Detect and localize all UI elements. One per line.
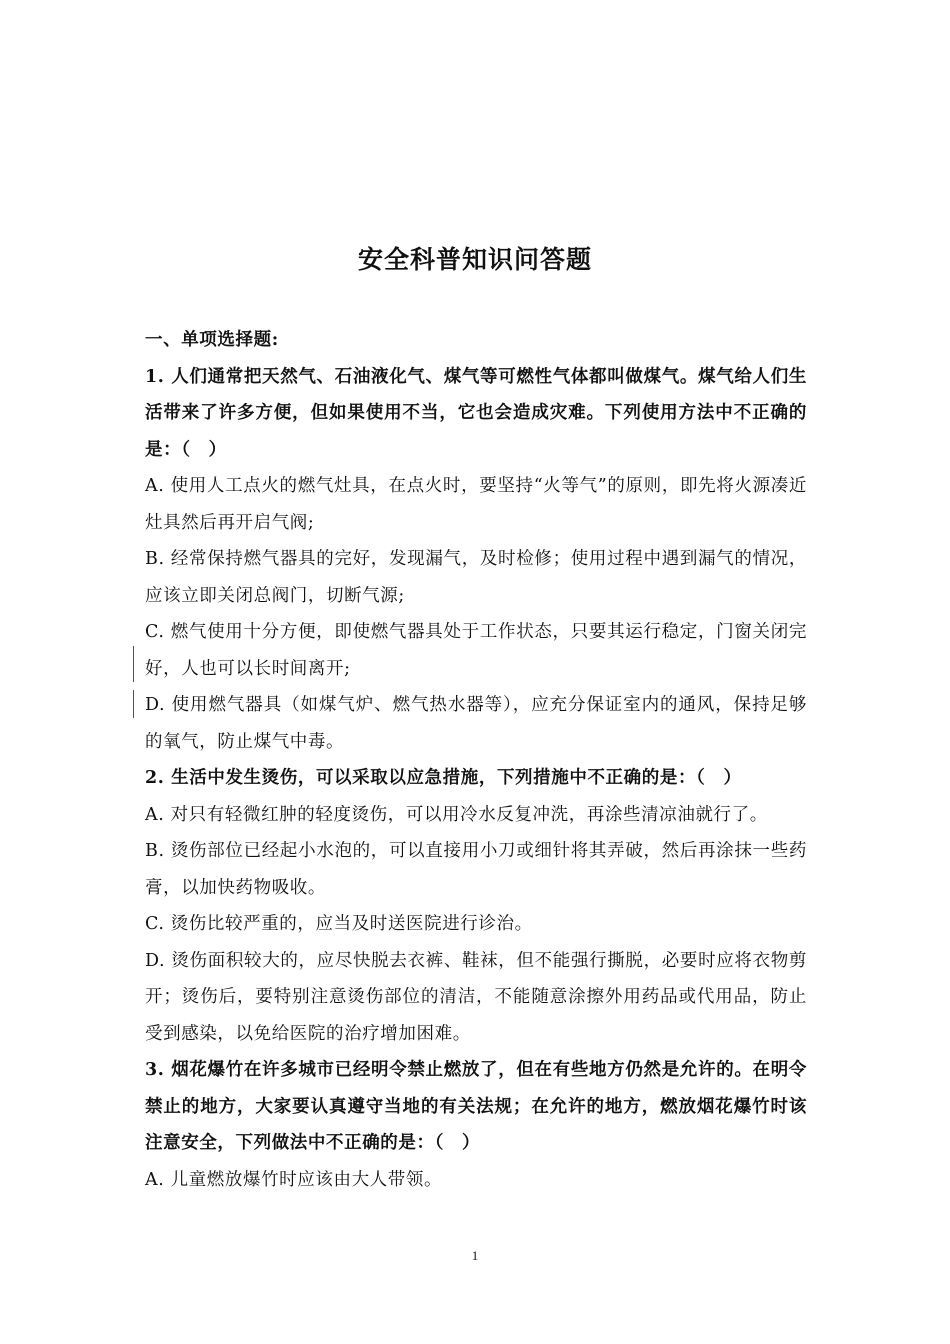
question-1-text: 1. 人们通常把天然气、石油液化气、煤气等可燃性气体都叫做煤气。煤气给人们生活带来了许多方便，但如果使用不当，它也会造成灾难。下列使用方法中不正确的是：（ ） <box>145 366 807 460</box>
question-2-option-a: A. 对只有轻微红肿的轻度烫伤，可以用冷水反复冲洗，再涂些清凉油就行了。 <box>145 804 768 825</box>
question-1-option-d: D. 使用燃气器具（如煤气炉、燃气热水器等），应充分保证室内的通风，保持足够的氧气，防止煤气中毒。 <box>145 695 807 752</box>
question-1-option-c: C. 燃气使用十分方便，即使燃气器具处于工作状态，只要其运行稳定，门窗关闭完好，人也可以长时间离开; <box>145 622 807 679</box>
question-2 <box>145 760 807 1052</box>
question-2-option-d: D. 烫伤面积较大的，应尽快脱去衣裤、鞋袜，但不能强行撕脱，必要时应将衣物剪开；烫伤后，要特别注意烫伤部位的清洁，不能随意涂擦外用药品或代用品，防止受到感染，以免给医院的治疗增加困难。 <box>145 950 807 1044</box>
question-1-option-a: A. 使用人工点火的燃气灶具，在点火时，要坚持“火等气”的原则，即先将火源凑近灶具然后再开启气阀; <box>145 476 807 533</box>
question-3-text: 3. 烟花爆竹在许多城市已经明令禁止燃放了，但在有些地方仍然是允许的。在明令禁止的地方，大家要认真遵守当地的有关法规；在允许的地方，燃放烟花爆竹时该注意安全，下列做法中不正确的是：（ ） <box>145 1060 807 1153</box>
page-title: 安全科普知识问答题 <box>357 245 592 274</box>
page-number: 1 <box>471 1248 479 1263</box>
document-body <box>145 322 807 1198</box>
question-2-option-c: C. 烫伤比较严重的，应当及时送医院进行诊治。 <box>145 914 533 934</box>
question-2-text: 2. 生活中发生烫伤，可以采取以应急措施，下列措施中不正确的是：（ ） <box>145 768 742 788</box>
question-3-option-a: A. 儿童燃放爆竹时应该由大人带领。 <box>145 1169 443 1190</box>
revision-mark <box>133 690 134 718</box>
section-heading: 一、单项选择题: <box>145 330 279 350</box>
question-2-option-b: B. 烫伤部位已经起小水泡的，可以直接用小刀或细针将其弄破，然后再涂抹一些药膏，以加快药物吸收。 <box>145 841 807 898</box>
question-1-option-b: B. 经常保持燃气器具的完好，发现漏气，及时检修；使用过程中遇到漏气的情况，应该立即关闭总阀门，切断气源; <box>145 549 807 606</box>
revision-mark <box>133 646 134 682</box>
question-1 <box>145 359 807 761</box>
question-3 <box>145 1052 807 1198</box>
